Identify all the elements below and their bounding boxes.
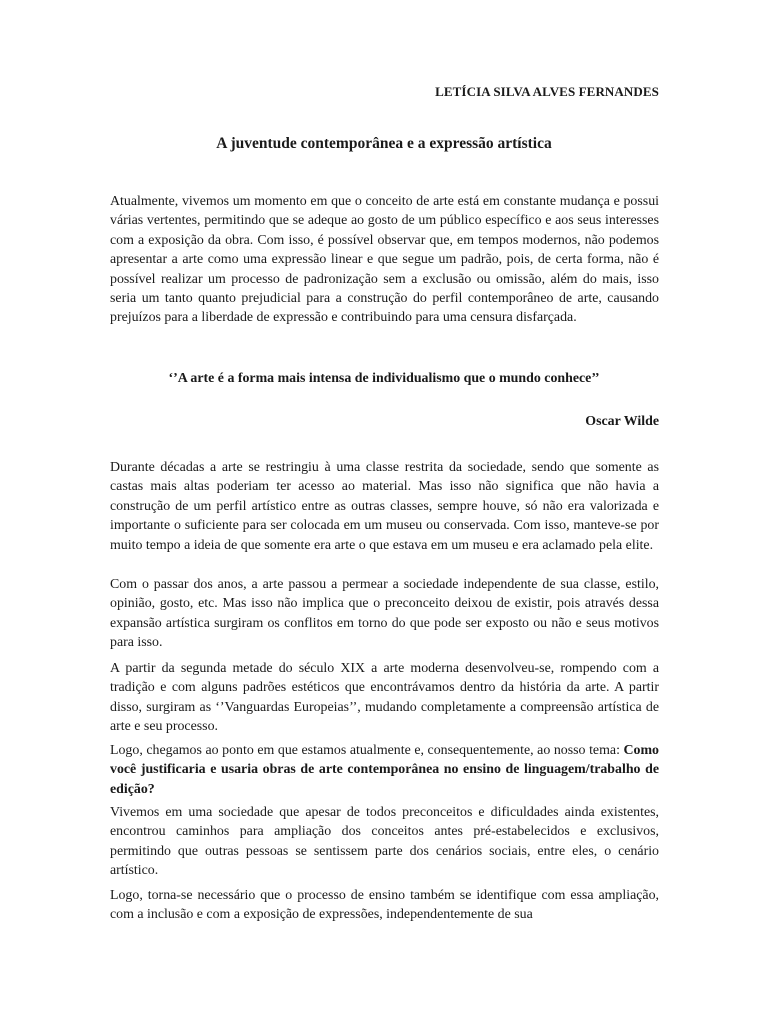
quote-author: Oscar Wilde bbox=[585, 414, 659, 429]
epigraph-quote: ‘’A arte é a forma mais intensa de individualismo que o mundo conhece’’ bbox=[168, 371, 600, 386]
paragraph-society: Vivemos em uma sociedade que apesar de todos preconceitos e dificuldades ainda existentes, encontrou caminhos para ampliação dos conceitos antes pré-estabelecidos e exclusivos, permitindo que outras pessoas se sentissem parte dos cenários sociais, entre eles, o cenário artístico. bbox=[110, 805, 659, 879]
paragraph-modern-art: A partir da segunda metade do século XIX a arte moderna desenvolveu-se, rompendo com a tradição e com alguns padrões estéticos que encontrávamos dentro da história da arte. A partir disso, surgiram as ‘’Vanguardas Europeias’’, mudando completamente a compreensão artística de arte e seu processo. bbox=[110, 661, 659, 735]
document-title: A juventude contemporânea e a expressão artística bbox=[216, 135, 552, 152]
paragraph-theme-lead: Logo, chegamos ao ponto em que estamos atualmente e, consequentemente, ao nosso tema: bbox=[110, 743, 624, 758]
paragraph-theme bbox=[110, 741, 659, 799]
theme-question: Como você justificaria e usaria obras de arte contemporânea no ensino de linguagem/trabalho de edição? bbox=[110, 743, 659, 797]
paragraph-intro: Atualmente, vivemos um momento em que o conceito de arte está em constante mudança e possui várias vertentes, permitindo que se adeque ao gosto de um público específico e aos seus interesses com a exposição da obra. Com isso, é possível observar que, em tempos modernos, não podemos apresentar a arte como uma expressão linear e que segue um padrão, pois, de certa forma, não é possível realizar um processo de padronização sem a exclusão ou omissão, além do mais, isso seria um tanto quanto prejudicial para a construção do perfil contemporâneo de arte, causando prejuízos para a liberdade de expressão e contribuindo para uma censura disfarçada. bbox=[110, 194, 659, 326]
paragraph-teaching: Logo, torna-se necessário que o processo de ensino também se identifique com essa ampliação, com a inclusão e com a exposição de expressões, independentemente de sua bbox=[110, 888, 659, 923]
paragraph-expansion: Com o passar dos anos, a arte passou a permear a sociedade independente de sua classe, estilo, opinião, gosto, etc. Mas isso não implica que o preconceito deixou de existir, pois através dessa expansão artística surgiram os conflitos em torno do que pode ser exposto ou não e seus motivos para isso. bbox=[110, 577, 659, 651]
author-name: LETÍCIA SILVA ALVES FERNANDES bbox=[435, 84, 659, 99]
paragraph-history: Durante décadas a arte se restringiu à uma classe restrita da sociedade, sendo que somente as castas mais altas poderiam ter acesso ao material. Mas isso não significa que não havia a construção de um perfil artístico entre as outras classes, sempre houve, só não era valorizada e importante o suficiente para ser colocada em um museu ou conservada. Com isso, manteve-se por muito tempo a ideia de que somente era arte o que estava em um museu e era aclamado pela elite. bbox=[110, 460, 659, 553]
